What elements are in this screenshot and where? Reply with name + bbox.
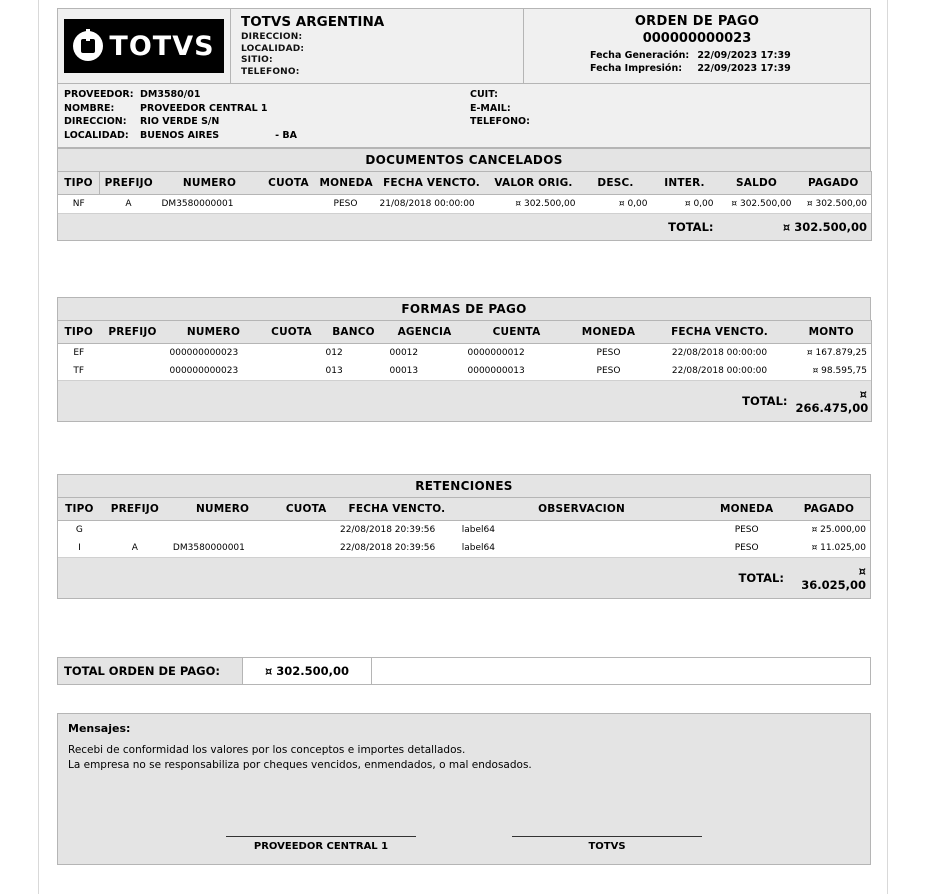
retenciones-table: [57, 497, 871, 599]
provider-row: [470, 88, 870, 102]
cell-prefijo: A: [101, 539, 169, 558]
provider-key: DIRECCION:: [64, 116, 127, 127]
provider-value: BUENOS AIRES: [140, 129, 220, 141]
col-moneda: MONEDA: [705, 498, 788, 521]
table-row: [58, 362, 872, 381]
col-cuenta: CUENTA: [464, 321, 570, 344]
col-numero: NUMERO: [158, 172, 262, 195]
cell-moneda: PESO: [705, 539, 788, 558]
col-moneda: MONEDA: [316, 172, 376, 195]
total-orden-label: TOTAL ORDEN DE PAGO:: [64, 664, 220, 678]
cell-cuota: [276, 539, 336, 558]
provider-right-column: [464, 88, 870, 142]
cell-agencia: 00013: [386, 362, 464, 381]
order-generacion-value: 22/09/2023 17:39: [697, 50, 791, 61]
total-orden-value: ¤ 302.500,00: [242, 658, 372, 684]
section-title: RETENCIONES: [57, 474, 871, 497]
order-impresion-row: [524, 62, 870, 75]
spacer: [57, 241, 871, 297]
cell-moneda: PESO: [316, 195, 376, 214]
cell-fecha: 22/08/2018 20:39:56: [336, 539, 458, 558]
section-title: DOCUMENTOS CANCELADOS: [57, 148, 871, 171]
cell-cuenta: 0000000012: [464, 344, 570, 363]
col-tipo: TIPO: [58, 172, 100, 195]
cell-prefijo: A: [100, 195, 158, 214]
cell-cuota: [262, 344, 322, 363]
cell-banco: 013: [322, 362, 386, 381]
col-fecha-vencto: FECHA VENCTO.: [648, 321, 792, 344]
cell-pagado: ¤ 11.025,00: [788, 539, 871, 558]
company-sitio: SITIO:: [241, 55, 273, 65]
cell-monto: ¤ 98.595,75: [792, 362, 872, 381]
section-retenciones: [57, 474, 871, 599]
cell-tipo: I: [58, 539, 101, 558]
cell-numero: DM3580000001: [169, 539, 276, 558]
signature-area: [58, 836, 870, 852]
section-documentos-cancelados: [57, 148, 871, 241]
total-label: TOTAL:: [58, 558, 788, 599]
col-tipo: TIPO: [58, 321, 100, 344]
cell-prefijo: [100, 344, 166, 363]
total-label: TOTAL:: [58, 381, 792, 422]
cell-cuota: [262, 362, 322, 381]
col-moneda: MONEDA: [570, 321, 648, 344]
spacer: [57, 685, 871, 713]
cell-numero: 000000000023: [166, 362, 262, 381]
spacer: [57, 599, 871, 657]
cell-moneda: PESO: [570, 344, 648, 363]
total-label: TOTAL:: [58, 214, 718, 241]
document-body: [57, 8, 871, 865]
total-value: ¤ 266.475,00: [792, 381, 872, 422]
cell-numero: DM3580000001: [158, 195, 262, 214]
col-prefijo: PREFIJO: [100, 321, 166, 344]
provider-value: PROVEEDOR CENTRAL 1: [140, 102, 268, 114]
cell-desc: ¤ 0,00: [580, 195, 652, 214]
cell-fecha: 22/08/2018 00:00:00: [648, 344, 792, 363]
cell-prefijo: [100, 362, 166, 381]
col-banco: BANCO: [322, 321, 386, 344]
cell-numero: 000000000023: [166, 344, 262, 363]
order-number: 000000000023: [642, 31, 752, 46]
cell-fecha: 22/08/2018 00:00:00: [648, 362, 792, 381]
cell-banco: 012: [322, 344, 386, 363]
totvs-logo: [64, 19, 224, 73]
mensajes-block: [57, 713, 871, 865]
provider-row: [64, 129, 464, 143]
company-block: [231, 9, 524, 83]
cell-monto: ¤ 167.879,25: [792, 344, 872, 363]
col-agencia: AGENCIA: [386, 321, 464, 344]
signature-provider-name: PROVEEDOR CENTRAL 1: [253, 841, 389, 852]
cell-tipo: G: [58, 521, 101, 540]
provider-row: [470, 102, 870, 116]
spacer: [57, 422, 871, 474]
provider-value-state: - BA: [275, 129, 297, 141]
provider-value: DM3580/01: [140, 89, 201, 100]
col-pagado: PAGADO: [788, 498, 871, 521]
provider-row: [64, 88, 464, 102]
documentos-table: [57, 171, 872, 241]
total-orden-filler: [372, 658, 870, 684]
cell-inter: ¤ 0,00: [652, 195, 718, 214]
order-title: ORDEN DE PAGO: [634, 14, 760, 29]
order-block: [524, 9, 870, 83]
cell-valor: ¤ 302.500,00: [488, 195, 580, 214]
order-generacion-row: [524, 49, 870, 62]
cell-observacion: label64: [458, 539, 706, 558]
cell-numero: [169, 521, 276, 540]
logo-cell: [58, 9, 231, 83]
table-row: [58, 344, 872, 363]
provider-key: NOMBRE:: [64, 102, 115, 114]
col-inter: INTER.: [652, 172, 718, 195]
table-header-row: [58, 498, 871, 521]
cell-fecha: 21/08/2018 00:00:00: [376, 195, 488, 214]
mensajes-line-2: La empresa no se responsabiliza por cheques vencidos, enmendados, o mal endosados.: [68, 759, 532, 771]
company-direccion: DIRECCION:: [241, 32, 303, 42]
signature-rule: [226, 836, 416, 837]
cell-moneda: PESO: [570, 362, 648, 381]
table-header-row: [58, 321, 872, 344]
col-cuota: CUOTA: [276, 498, 336, 521]
col-fecha-vencto: FECHA VENCTO.: [336, 498, 458, 521]
provider-row: [64, 115, 464, 129]
provider-key: LOCALIDAD:: [64, 129, 129, 141]
table-row: [58, 539, 871, 558]
order-impresion-value: 22/09/2023 17:39: [697, 63, 791, 74]
cell-agencia: 00012: [386, 344, 464, 363]
col-numero: NUMERO: [166, 321, 262, 344]
provider-value: RIO VERDE S/N: [140, 116, 220, 127]
cell-cuota: [276, 521, 336, 540]
cell-cuota: [262, 195, 316, 214]
cell-tipo: TF: [58, 362, 100, 381]
order-impresion-label: Fecha Impresión:: [590, 63, 683, 74]
provider-left-column: [58, 88, 464, 142]
provider-block: [57, 84, 871, 148]
cell-fecha: 22/08/2018 20:39:56: [336, 521, 458, 540]
provider-row: [470, 115, 870, 129]
provider-key: TELEFONO:: [470, 116, 530, 127]
col-prefijo: PREFIJO: [101, 498, 169, 521]
table-header-row: [58, 172, 872, 195]
cell-cuenta: 0000000013: [464, 362, 570, 381]
company-telefono: TELEFONO:: [241, 66, 300, 77]
total-orden-de-pago: [57, 657, 871, 685]
formas-table: [57, 320, 872, 422]
provider-key: CUIT:: [470, 89, 498, 100]
col-observacion: OBSERVACION: [458, 498, 706, 521]
mensajes-line-1: Recebi de conformidad los valores por los conceptos e importes detallados.: [68, 744, 466, 756]
col-fecha-vencto: FECHA VENCTO.: [376, 172, 488, 195]
col-prefijo: PREFIJO: [100, 172, 158, 195]
cell-pagado: ¤ 25.000,00: [788, 521, 871, 540]
logo-wordmark: TOTVS: [109, 30, 215, 62]
col-cuota: CUOTA: [262, 172, 316, 195]
total-value: ¤ 36.025,00: [788, 558, 871, 599]
cell-tipo: EF: [58, 344, 100, 363]
provider-row: [64, 102, 464, 116]
col-cuota: CUOTA: [262, 321, 322, 344]
cell-pagado: ¤ 302.500,00: [796, 195, 872, 214]
signature-rule: [512, 836, 702, 837]
table-row: [58, 521, 871, 540]
totvs-mark-icon: [73, 31, 103, 61]
col-valor-orig: VALOR ORIG.: [488, 172, 580, 195]
col-pagado: PAGADO: [796, 172, 872, 195]
company-localidad: LOCALIDAD:: [241, 43, 305, 54]
col-tipo: TIPO: [58, 498, 101, 521]
signature-provider: [226, 836, 416, 852]
mensajes-title: Mensajes:: [68, 722, 131, 735]
signature-company: [512, 836, 702, 852]
document-sheet: [38, 0, 888, 894]
cell-saldo: ¤ 302.500,00: [718, 195, 796, 214]
cell-tipo: NF: [58, 195, 100, 214]
col-monto: MONTO: [792, 321, 872, 344]
table-total-row: [58, 214, 872, 241]
col-saldo: SALDO: [718, 172, 796, 195]
cell-moneda: PESO: [705, 521, 788, 540]
table-total-row: [58, 558, 871, 599]
provider-key: PROVEEDOR:: [64, 89, 134, 100]
order-generacion-label: Fecha Generación:: [590, 50, 690, 61]
signature-company-name: TOTVS: [588, 841, 626, 852]
table-row: [58, 195, 872, 214]
provider-key: E-MAIL:: [470, 102, 511, 114]
cell-observacion: label64: [458, 521, 706, 540]
total-value: ¤ 302.500,00: [718, 214, 872, 241]
company-name: TOTVS ARGENTINA: [241, 14, 385, 30]
col-numero: NUMERO: [169, 498, 276, 521]
section-title: FORMAS DE PAGO: [57, 297, 871, 320]
table-total-row: [58, 381, 872, 422]
document-header: [57, 8, 871, 84]
section-formas-de-pago: [57, 297, 871, 422]
col-desc: DESC.: [580, 172, 652, 195]
cell-prefijo: [101, 521, 169, 540]
